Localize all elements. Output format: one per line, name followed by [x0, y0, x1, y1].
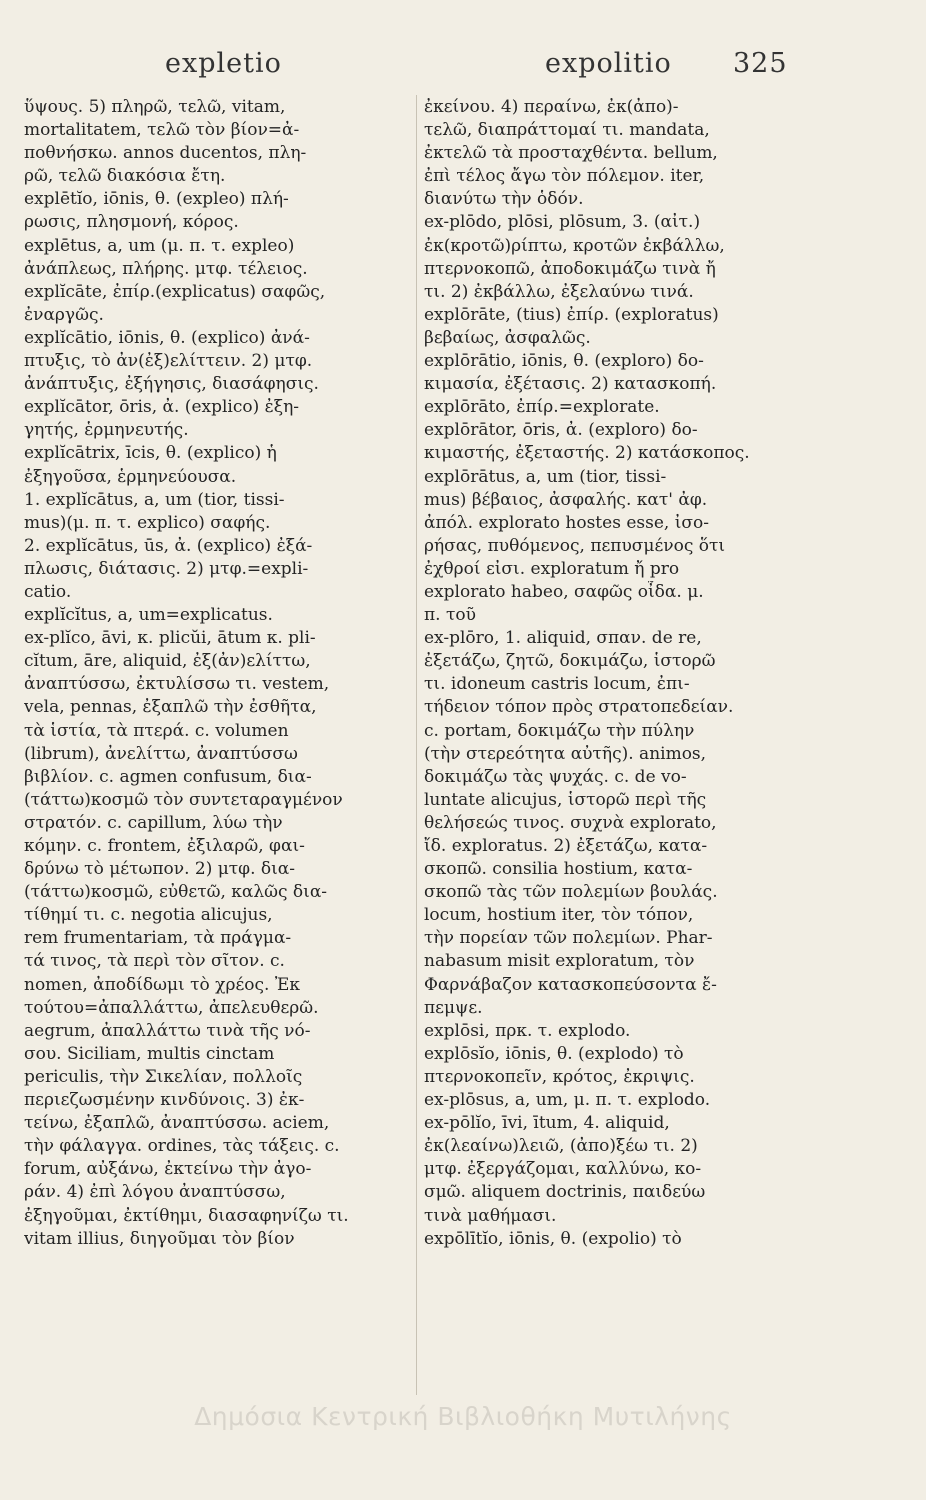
- text-line: τείνω, ἐξαπλῶ, ἀναπτύσσω. aciem,: [24, 1113, 330, 1134]
- text-line: πλωσις, διάτασις. 2) μτφ.=expli-: [24, 558, 309, 579]
- left-column: [24, 96, 412, 1251]
- text-line: βιβλίον. c. agmen confusum, δια-: [24, 766, 312, 787]
- text-line: μτφ. ἐξεργάζομαι, καλλύνω, κο-: [424, 1159, 702, 1180]
- page-number: 325: [733, 48, 788, 79]
- text-line: θελήσεώς τινος. συχνὰ explorato,: [424, 812, 717, 833]
- text-line: explĭcĭtus, a, um=explicatus.: [24, 605, 273, 626]
- text-line: διανύτω τὴν ὁδόν.: [424, 189, 584, 210]
- text-line: vela, pennas, ἐξαπλῶ τὴν ἐσθῆτα,: [24, 697, 317, 718]
- text-line: 2. explĭcātus, ūs, ἀ. (explico) ἐξά-: [24, 535, 313, 556]
- text-line: (τάττω)κοσμῶ, εὐθετῶ, καλῶς δια-: [24, 882, 328, 903]
- text-line: περιεζωσμένην κινδύνοις. 3) ἐκ-: [24, 1090, 305, 1111]
- text-line: explōrāto, ἐπίρ.=explorate.: [424, 397, 660, 418]
- text-line: ἐχθροί εἰσι. exploratum ἤ pro: [424, 558, 680, 579]
- text-line: explōrātor, ōris, ἀ. (exploro) δο-: [424, 420, 698, 441]
- text-line: τούτου=ἀπαλλάττω, ἀπελευθερῶ.: [24, 997, 319, 1018]
- text-line: τίθημί τι. c. negotia alicujus,: [24, 905, 273, 926]
- text-line: aegrum, ἀπαλλάττω τινὰ τῆς νό-: [24, 1020, 311, 1041]
- text-line: τελῶ, διαπράττομαί τι. mandata,: [424, 120, 710, 141]
- text-line: explĭcātrix, īcis, θ. (explico) ἡ: [24, 443, 277, 464]
- text-line: (τὴν στερεότητα αὐτῆς). animos,: [424, 743, 707, 764]
- text-line: 1. explĭcātus, a, um (tior, tissi-: [24, 489, 285, 510]
- text-line: explōrātus, a, um (tior, tissi-: [424, 466, 667, 487]
- text-line: explorato habeo, σαφῶς οἶδα. μ.: [424, 581, 704, 602]
- text-line: σου. Siciliam, multis cinctam: [24, 1043, 275, 1064]
- text-line: ἐκείνου. 4) περαίνω, ἐκ(ἀπο)-: [424, 97, 679, 117]
- text-line: πτερνοκοπῶ, ἀποδοκιμάζω τινὰ ἤ: [424, 258, 716, 279]
- text-line: ἀπόλ. explorato hostes esse, ἰσο-: [424, 512, 709, 533]
- text-line: ρήσας, πυθόμενος, πεπυσμένος ὅτι: [424, 535, 726, 556]
- text-line: rem frumentariam, τὰ πράγμα-: [24, 928, 292, 949]
- text-line: Φαρνάβαζον κατασκοπεύσοντα ἔ-: [424, 974, 717, 995]
- text-line: ἀνάπτυξις, ἐξήγησις, διασάφησις.: [24, 374, 319, 395]
- text-line: locum, hostium iter, τὸν τόπον,: [424, 905, 694, 926]
- text-line: τι. idoneum castris locum, ἐπι-: [424, 674, 690, 695]
- text-line: nomen, ἀποδίδωμι τὸ χρέος. Ἐκ: [24, 974, 300, 995]
- text-line: δρύνω τὸ μέτωπον. 2) μτφ. δια-: [24, 859, 296, 880]
- text-line: luntate alicujus, ἱστορῶ περὶ τῆς: [424, 789, 707, 810]
- text-line: ex-plĭco, āvi, κ. plicŭi, ātum κ. pli-: [24, 628, 316, 649]
- text-line: ἀνάπλεως, πλήρης. μτφ. τέλειος.: [24, 258, 308, 279]
- text-line: ἐξηγοῦμαι, ἐκτίθημι, διασαφηνίζω τι.: [24, 1205, 349, 1226]
- library-watermark: Δημόσια Κεντρική Βιβλιοθήκη Μυτιλήνης: [194, 1402, 732, 1431]
- text-line: τι. 2) ἐκβάλλω, ἐξελαύνω τινά.: [424, 281, 694, 302]
- text-line: ἐκ(κροτῶ)ρίπτω, κροτῶν ἐκβάλλω,: [424, 235, 725, 256]
- text-line: ἐξετάζω, ζητῶ, δοκιμάζω, ἱστορῶ: [424, 651, 716, 672]
- text-line: ex-pōlĭo, īvi, ītum, 4. aliquid,: [424, 1113, 670, 1134]
- text-line: γητής, ἑρμηνευτής.: [24, 420, 189, 441]
- text-line: explōsi, πρκ. τ. explodo.: [424, 1020, 631, 1041]
- text-line: ρῶ, τελῶ διακόσια ἔτη.: [24, 166, 226, 187]
- text-line: mus)(μ. π. τ. explico) σαφής.: [24, 512, 271, 533]
- text-line: ex-plōdo, plōsi, plōsum, 3. (αἰτ.): [424, 212, 701, 233]
- text-line: σκοπῶ τὰς τῶν πολεμίων βουλάς.: [424, 882, 718, 903]
- column-divider: [416, 95, 417, 1395]
- text-line: τήδειον τόπον πρὸς στρατοπεδείαν.: [424, 697, 734, 718]
- text-line: τά τινος, τὰ περὶ τὸν σῖτον. c.: [24, 951, 285, 972]
- text-line: ἐκτελῶ τὰ προσταχθέντα. bellum,: [424, 143, 718, 164]
- text-line: ἐξηγοῦσα, ἑρμηνεύουσα.: [24, 466, 237, 487]
- right-guide-word: expolitio: [545, 48, 672, 79]
- text-line: mus) βέβαιος, ἀσφαλής. κατ' ἀφ.: [424, 489, 708, 510]
- text-line: τὴν πορείαν τῶν πολεμίων. Phar-: [424, 928, 713, 949]
- text-line: π. τοῦ: [424, 605, 476, 626]
- text-line: explētĭo, iōnis, θ. (expleo) πλή-: [24, 189, 289, 210]
- text-line: ἐπὶ τέλος ἄγω τὸν πόλεμον. iter,: [424, 166, 705, 187]
- text-line: forum, αὐξάνω, ἐκτείνω τὴν ἀγο-: [24, 1159, 312, 1180]
- text-line: βεβαίως, ἀσφαλῶς.: [424, 327, 591, 348]
- text-line: ἴδ. exploratus. 2) ἐξετάζω, κατα-: [424, 836, 708, 856]
- text-line: explōrātio, iōnis, θ. (exploro) δο-: [424, 351, 704, 372]
- text-line: periculis, τὴν Σικελίαν, πολλοῖς: [24, 1066, 303, 1087]
- text-line: ράν. 4) ἐπὶ λόγου ἀναπτύσσω,: [24, 1182, 286, 1203]
- text-line: explĭcātor, ōris, ἀ. (explico) ἐξη-: [24, 397, 300, 418]
- text-line: ἀναπτύσσω, ἐκτυλίσσω τι. vestem,: [24, 674, 330, 695]
- text-line: (librum), ἀνελίττω, ἀναπτύσσω: [24, 743, 298, 764]
- text-line: πτερνοκοπεῖν, κρότος, ἐκριψις.: [424, 1066, 695, 1087]
- text-line: explōrāte, (tius) ἐπίρ. (exploratus): [424, 304, 719, 325]
- text-line: expōlītĭo, iōnis, θ. (expolio) τὸ: [424, 1228, 682, 1249]
- text-line: ἐκ(λεαίνω)λειῶ, (ἀπο)ξέω τι. 2): [424, 1136, 698, 1157]
- text-line: (τάττω)κοσμῶ τὸν συντεταραγμένον: [24, 789, 343, 810]
- text-line: πτυξις, τὸ ἀν(ἐξ)ελίττειν. 2) μτφ.: [24, 351, 313, 372]
- text-line: κιμασία, ἐξέτασις. 2) κατασκοπή.: [424, 374, 717, 395]
- right-column: [424, 96, 812, 1251]
- text-line: ρωσις, πλησμονή, κόρος.: [24, 212, 239, 233]
- text-line: ποθνήσκω. annos ducentos, πλη-: [24, 143, 307, 164]
- text-line: πεμψε.: [424, 997, 483, 1018]
- text-line: ἐναργῶς.: [24, 304, 104, 325]
- text-line: cĭtum, āre, aliquid, ἐξ(ἀν)ελίττω,: [24, 651, 311, 672]
- text-line: σμῶ. aliquem doctrinis, παιδεύω: [424, 1182, 706, 1203]
- text-line: ex-plōsus, a, um, μ. π. τ. explodo.: [424, 1090, 711, 1111]
- text-line: mortalitatem, τελῶ τὸν βίον=ἀ-: [24, 120, 300, 141]
- text-line: explōsĭo, iōnis, θ. (explodo) τὸ: [424, 1043, 684, 1064]
- text-line: explĭcātio, iōnis, θ. (explico) ἀνά-: [24, 327, 310, 348]
- text-line: στρατόν. c. capillum, λύω τὴν: [24, 812, 283, 833]
- text-line: τὴν φάλαγγα. ordines, τὰς τάξεις. c.: [24, 1136, 340, 1157]
- text-line: vitam illius, διηγοῦμαι τὸν βίον: [24, 1228, 295, 1249]
- text-line: ὕψους. 5) πληρῶ, τελῶ, vitam,: [24, 97, 286, 117]
- text-line: catio.: [24, 581, 72, 602]
- text-line: κιμαστής, ἐξεταστής. 2) κατάσκοπος.: [424, 443, 750, 464]
- text-line: κόμην. c. frontem, ἐξιλαρῶ, φαι-: [24, 836, 305, 856]
- text-line: explĭcāte, ἐπίρ.(explicatus) σαφῶς,: [24, 281, 326, 302]
- text-line: ex-plōro, 1. aliquid, σπαν. de re,: [424, 628, 702, 649]
- text-line: σκοπῶ. consilia hostium, κατα-: [424, 859, 693, 880]
- text-line: τὰ ἱστία, τὰ πτερά. c. volumen: [24, 720, 289, 741]
- text-line: c. portam, δοκιμάζω τὴν πύλην: [424, 720, 695, 741]
- text-line: τινὰ μαθήμασι.: [424, 1205, 557, 1226]
- page-header: [0, 48, 926, 88]
- text-line: explētus, a, um (μ. π. τ. expleo): [24, 235, 295, 256]
- left-guide-word: expletio: [165, 48, 282, 79]
- text-line: nabasum misit exploratum, τὸν: [424, 951, 695, 972]
- text-line: δοκιμάζω τὰς ψυχάς. c. de vo-: [424, 766, 687, 787]
